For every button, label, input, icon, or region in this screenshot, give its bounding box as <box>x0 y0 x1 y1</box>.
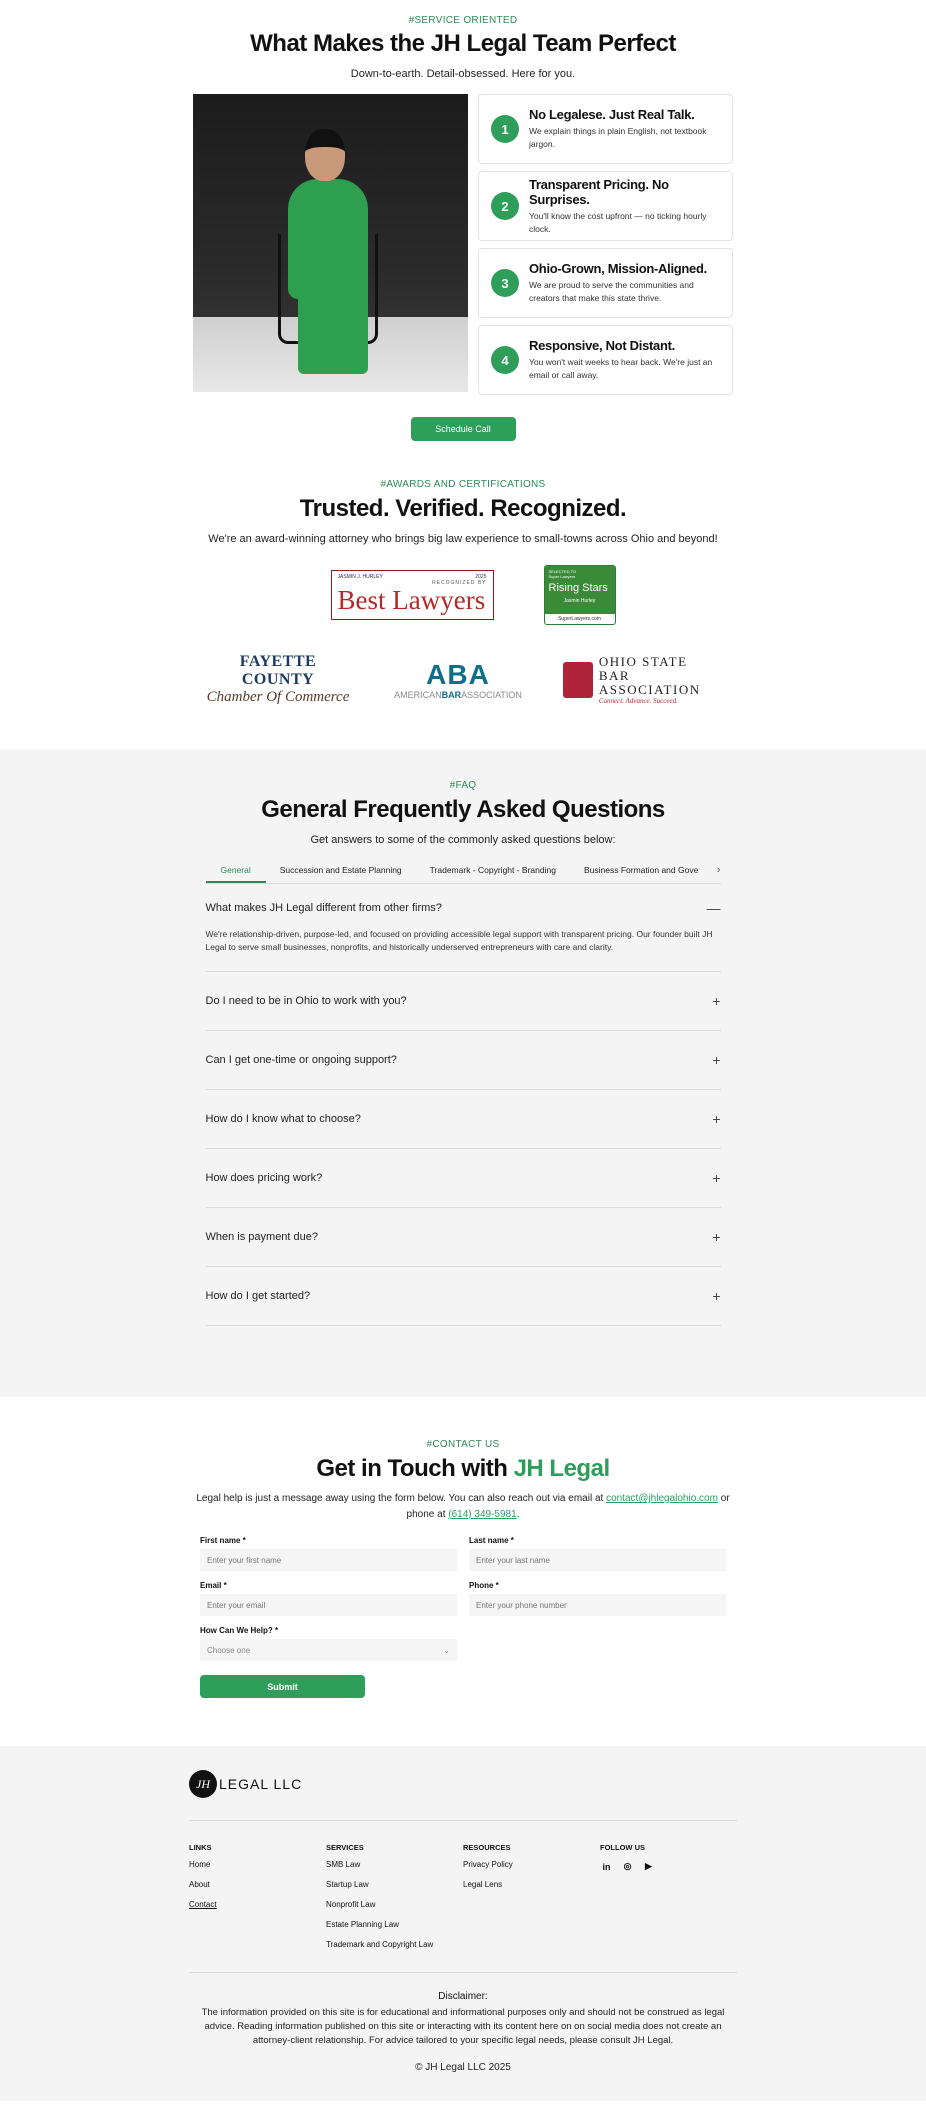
rising-stars-badge <box>544 565 616 625</box>
logo-line: Chamber Of Commerce <box>206 689 350 705</box>
footer-links-column <box>189 1843 326 1972</box>
disclaimer-heading: Disclaimer: <box>438 1991 488 2002</box>
why-card <box>478 171 733 241</box>
badge-super: Super Lawyers <box>548 574 576 579</box>
footer-follow-column <box>600 1843 737 1972</box>
faq-item[interactable] <box>206 1090 721 1149</box>
plus-icon[interactable]: + <box>712 1229 721 1246</box>
plus-icon[interactable]: + <box>712 993 721 1010</box>
why-card-title: Responsive, Not Distant. <box>529 338 675 354</box>
faq-item[interactable] <box>206 1149 721 1208</box>
number-badge: 1 <box>491 115 519 143</box>
why-card-text: You'll know the cost upfront — no ticking hourly clock. <box>529 210 707 234</box>
contact-form <box>200 1536 726 1698</box>
badge-person: JASMIN J. HURLEY <box>337 574 383 580</box>
footer-link-legal-lens[interactable]: Legal Lens <box>463 1880 503 1889</box>
awards-eyebrow: #AWARDS AND CERTIFICATIONS <box>380 479 546 490</box>
disclaimer-text: The information provided on this site is for educational and informational purposes only and should not be construed as legal advice. Reading information published on this site or interacting with its content here on on social media does not create an attorney-client relationship. For advice tailored to your specific legal needs, please consult JH Legal. <box>201 2007 725 2046</box>
why-eyebrow: #SERVICE ORIENTED <box>408 15 518 26</box>
badge-year: 2025 <box>475 574 487 580</box>
column-heading: FOLLOW US <box>600 1843 645 1852</box>
last-name-field[interactable] <box>469 1549 726 1571</box>
awards-title: Trusted. Verified. Recognized. <box>299 495 627 522</box>
why-card <box>478 325 733 395</box>
faq-item[interactable] <box>206 1267 721 1326</box>
plus-icon[interactable]: + <box>712 1111 721 1128</box>
instagram-icon[interactable]: ◎ <box>623 1861 632 1871</box>
why-card-title: Ohio-Grown, Mission-Aligned. <box>529 261 707 277</box>
number-badge: 4 <box>491 346 519 374</box>
contact-text: Legal help is just a message away using the form below. You can also reach out via email at <box>196 1493 607 1504</box>
awards-section <box>0 435 926 750</box>
faq-question-text: What makes JH Legal different from other firms? <box>205 902 442 914</box>
disclaimer <box>189 1973 737 2076</box>
footer-resources-column <box>463 1843 600 1972</box>
why-title: What Makes the JH Legal Team Perfect <box>250 30 676 57</box>
logo-line: FAYETTE COUNTY <box>239 653 317 688</box>
fayette-chamber-logo <box>203 653 353 706</box>
why-card-title: No Legalese. Just Real Talk. <box>529 107 695 123</box>
footer <box>0 1746 926 2101</box>
column-heading: LINKS <box>189 1843 212 1852</box>
faq-eyebrow: #FAQ <box>449 780 477 791</box>
phone-label: Phone * <box>469 1581 499 1590</box>
tab-trademark[interactable]: Trademark - Copyright - Branding <box>429 865 556 875</box>
number-badge: 3 <box>491 269 519 297</box>
faq-section <box>0 750 926 1397</box>
tab-business-formation[interactable]: Business Formation and Gove <box>583 865 699 875</box>
faq-item[interactable] <box>206 1208 721 1267</box>
faq-tabs <box>206 862 721 884</box>
email-link[interactable]: contact@jhlegalohio.com <box>606 1493 718 1504</box>
why-card <box>478 94 733 164</box>
logo-mark: JH <box>189 1770 217 1798</box>
why-card-text: We are proud to serve the communities and creators that make this state thrive. <box>529 280 694 303</box>
contact-section <box>0 1397 926 1746</box>
contact-eyebrow: #CONTACT US <box>426 1439 500 1450</box>
faq-item[interactable] <box>206 972 721 1031</box>
badge-name: Best Lawyers <box>337 585 486 615</box>
email-field[interactable] <box>200 1594 457 1616</box>
awards-subtitle: We're an award-winning attorney who brings big law experience to small-towns across Ohio and beyond! <box>208 533 718 545</box>
footer-link-trademark[interactable]: Trademark and Copyright Law <box>326 1940 434 1949</box>
copyright: © JH Legal LLC 2025 <box>415 2062 511 2074</box>
badge-person: Jasmin Hurley <box>563 598 596 604</box>
why-subtitle: Down-to-earth. Detail-obsessed. Here for you. <box>350 68 576 80</box>
attorney-photo <box>193 94 468 392</box>
email-label: Email * <box>200 1581 227 1590</box>
contact-title-accent: JH Legal <box>513 1455 610 1482</box>
logo-line: ASSOCIATION <box>598 681 701 697</box>
footer-link-startup[interactable]: Startup Law <box>326 1880 369 1889</box>
osba-icon <box>563 662 593 698</box>
footer-logo[interactable] <box>189 1770 737 1798</box>
help-select[interactable] <box>200 1639 457 1661</box>
aba-logo <box>388 660 528 700</box>
contact-text: or phone at <box>406 1493 730 1520</box>
badge-title: Rising Stars <box>548 582 608 594</box>
ohio-state-bar-logo <box>563 655 723 705</box>
logo-text: LEGAL LLC <box>219 1776 303 1792</box>
aba-mark: ABA <box>426 658 490 690</box>
help-select-value: Choose one <box>207 1645 251 1655</box>
submit-button[interactable]: Submit <box>200 1675 365 1698</box>
aba-text: AMERICAN <box>394 689 442 700</box>
footer-link-about[interactable]: About <box>189 1880 210 1889</box>
faq-question-text: Do I need to be in Ohio to work with you? <box>205 995 407 1008</box>
chevron-right-icon[interactable]: › <box>713 864 721 876</box>
youtube-icon[interactable]: ▶ <box>645 1861 652 1871</box>
footer-services-column <box>326 1843 463 1972</box>
faq-question-text: When is payment due? <box>205 1231 319 1244</box>
badge-site: SuperLawyers.com <box>558 616 601 622</box>
aba-text: BAR <box>441 689 462 700</box>
plus-icon[interactable]: + <box>712 1288 721 1305</box>
aba-text: ASSOCIATION <box>461 689 522 700</box>
why-card-text: You won't wait weeks to hear back. We're just an email or call away. <box>529 357 713 380</box>
schedule-call-button[interactable]: Schedule Call <box>411 417 516 441</box>
faq-answer: We're relationship-driven, purpose-led, and focused on providing accessible legal support with transparent pricing. Our founder built JH Legal to serve small businesses, nonprofits, and historically underserved entrepreneurs with care and clarity. <box>205 929 713 953</box>
phone-link[interactable]: (614) 349-5981 <box>448 1508 517 1520</box>
first-name-label: First name * <box>200 1536 246 1545</box>
chevron-down-icon: ⌄ <box>443 1645 450 1655</box>
logo-tagline: Connect. Advance. Succeed. <box>598 696 678 705</box>
faq-question-text: How do I get started? <box>205 1290 311 1303</box>
tab-succession[interactable]: Succession and Estate Planning <box>279 865 402 875</box>
number-badge: 2 <box>491 192 519 220</box>
faq-question-text: How does pricing work? <box>205 1172 323 1185</box>
logo-line: OHIO STATE BAR <box>598 653 688 683</box>
footer-link-nonprofit[interactable]: Nonprofit Law <box>326 1900 376 1909</box>
faq-subtitle: Get answers to some of the commonly asked questions below: <box>310 834 616 846</box>
column-heading: RESOURCES <box>463 1843 511 1852</box>
faq-question-text: Can I get one-time or ongoing support? <box>205 1054 397 1067</box>
footer-link-home[interactable]: Home <box>189 1860 211 1869</box>
footer-link-privacy[interactable]: Privacy Policy <box>463 1860 513 1869</box>
why-card-text: We explain things in plain English, not textbook jargon. <box>529 126 707 149</box>
contact-title <box>0 1455 926 1483</box>
contact-title-pre: Get in Touch with <box>316 1455 514 1482</box>
badge-recognized: RECOGNIZED BY <box>432 580 487 586</box>
why-card <box>478 248 733 318</box>
first-name-field[interactable] <box>200 1549 457 1571</box>
minus-icon[interactable]: — <box>706 900 721 916</box>
faq-item[interactable] <box>206 1031 721 1090</box>
column-heading: SERVICES <box>326 1843 364 1852</box>
faq-question[interactable] <box>206 900 721 916</box>
plus-icon[interactable]: + <box>712 1052 721 1069</box>
footer-link-contact[interactable]: Contact <box>189 1900 217 1909</box>
plus-icon[interactable]: + <box>712 1170 721 1187</box>
best-lawyers-badge <box>331 570 494 620</box>
faq-item-open <box>206 900 721 972</box>
badge-selected: SELECTED TO <box>548 569 577 574</box>
contact-text: . <box>516 1508 520 1520</box>
linkedin-icon[interactable]: in <box>602 1861 611 1872</box>
footer-link-smb[interactable]: SMB Law <box>326 1860 361 1869</box>
last-name-label: Last name * <box>469 1536 514 1545</box>
why-card-title: Transparent Pricing. No Surprises. <box>529 176 669 207</box>
faq-question-text: How do I know what to choose? <box>205 1113 361 1126</box>
phone-field[interactable] <box>469 1594 726 1616</box>
contact-subtitle <box>188 1491 738 1522</box>
footer-link-estate[interactable]: Estate Planning Law <box>326 1920 399 1929</box>
help-label: How Can We Help? * <box>200 1626 279 1635</box>
why-section <box>0 0 926 435</box>
faq-title: General Frequently Asked Questions <box>261 796 665 823</box>
tab-general[interactable]: General <box>206 861 266 883</box>
